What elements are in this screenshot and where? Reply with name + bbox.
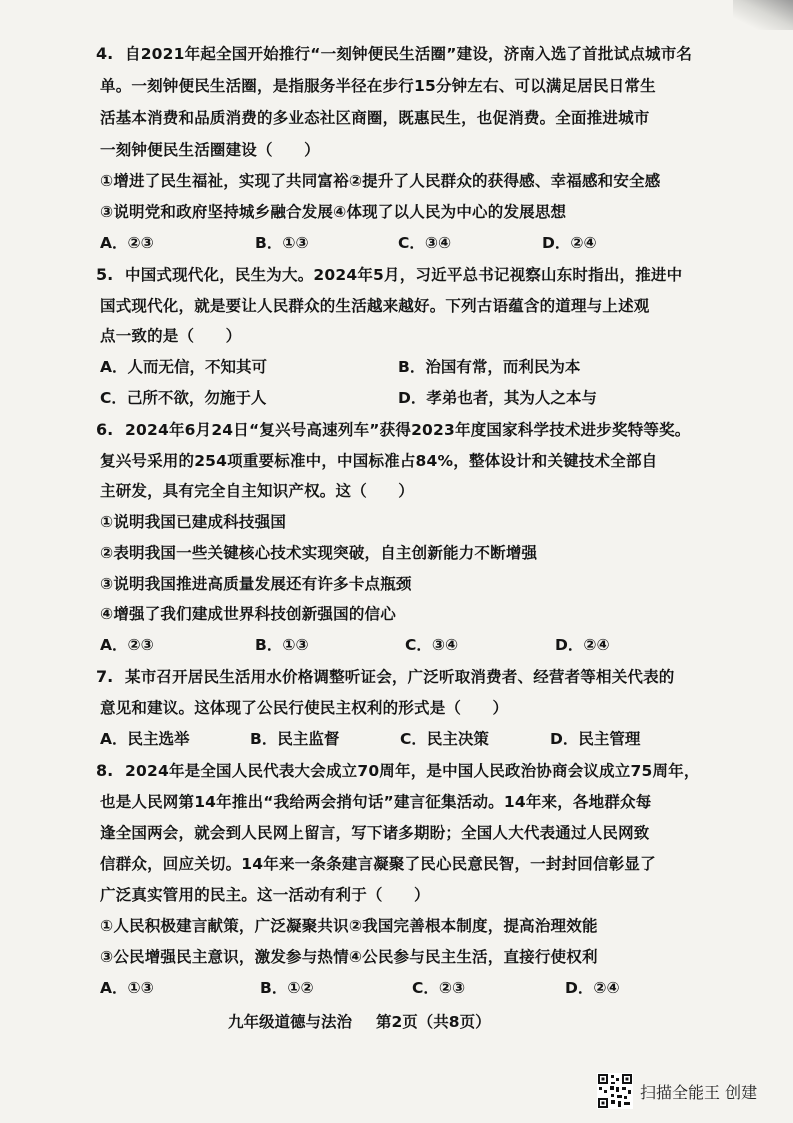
question-text-line: 2024年6月24日“复兴号高速列车”获得2023年度国家科学技术进步奖特等奖。: [125, 421, 691, 439]
option-c: C．③④: [405, 636, 459, 654]
scanner-watermark: 扫描全能王 创建: [640, 1083, 758, 1102]
option-d: D．民主管理: [550, 730, 641, 748]
statement-line: ③公民增强民主意识，激发参与热情④公民参与民主生活，直接行使权利: [100, 948, 598, 966]
question-number: 8.: [96, 761, 114, 780]
question-number: 4.: [96, 44, 114, 63]
question-text-line: 广泛真实管用的民主。这一活动有利于（ ）: [100, 886, 430, 904]
option-c: C．③④: [398, 234, 452, 252]
scan-corner-shadow: [733, 0, 793, 30]
question-text-line: 复兴号采用的254项重要标准中，中国标准占84%，整体设计和关键技术全部自: [100, 452, 658, 470]
option-d: D．②④: [555, 636, 610, 654]
statement-line: ③说明党和政府坚持城乡融合发展④体现了以人民为中心的发展思想: [100, 203, 567, 221]
question-text-line: 某市召开居民生活用水价格调整听证会，广泛听取消费者、经营者等相关代表的: [125, 668, 675, 686]
option-a: A．民主选举: [100, 730, 190, 748]
question-text-line: 2024年是全国人民代表大会成立70周年，是中国人民政治协商会议成立75周年，: [125, 762, 700, 780]
question-text-line: 主研发，具有完全自主知识产权。这（ ）: [100, 482, 415, 500]
page-footer: [228, 1010, 515, 1032]
question-text-line: 中国式现代化，民生为大。2024年5月，习近平总书记视察山东时指出，推进中: [125, 266, 683, 284]
qr-code-icon: [597, 1073, 633, 1109]
question-text-line: 也是人民网第14年推出“我给两会捎句话”建言征集活动。14年来，各地群众每: [100, 793, 652, 811]
question-text-line: 自2021年起全国开始推行“一刻钟便民生活圈”建设，济南入选了首批试点城市名: [125, 45, 693, 63]
footer-page-number: 第2页（共8页）: [376, 1013, 491, 1031]
question-text-line: 一刻钟便民生活圈建设（ ）: [100, 141, 320, 159]
option-b: B．①③: [255, 234, 309, 252]
statement-line: ①增进了民生福祉，实现了共同富裕②提升了人民群众的获得感、幸福感和安全感: [100, 172, 661, 190]
option-c: C．民主决策: [400, 730, 489, 748]
statement-line: ④增强了我们建成世界科技创新强国的信心: [100, 605, 396, 623]
option-d: D．②④: [542, 234, 597, 252]
option-c: C．②③: [412, 979, 466, 997]
option-b: B．民主监督: [250, 730, 340, 748]
question-number: 5.: [96, 265, 114, 284]
option-a: A．②③: [100, 234, 154, 252]
question-number: 7.: [96, 667, 114, 686]
question-text-line: 单。一刻钟便民生活圈，是指服务半径在步行15分钟左右、可以满足居民日常生: [100, 77, 656, 95]
question-number: 6.: [96, 420, 114, 439]
question-text-line: 点一致的是（ ）: [100, 327, 242, 345]
question-text-line: 活基本消费和品质消费的多业态社区商圈，既惠民生，也促消费。全面推进城市: [100, 109, 650, 127]
statement-line: ①人民积极建言献策，广泛凝聚共识②我国完善根本制度，提高治理效能: [100, 917, 598, 935]
option-a: A．①③: [100, 979, 154, 997]
statement-line: ②表明我国一些关键核心技术实现突破，自主创新能力不断增强: [100, 544, 538, 562]
option-b: B．①③: [255, 636, 309, 654]
question-text-line: 国式现代化，就是要让人民群众的生活越来越好。下列古语蕴含的道理与上述观: [100, 297, 650, 315]
option-c: C．己所不欲，勿施于人: [100, 389, 267, 407]
question-text-line: 逢全国两会，就会到人民网上留言，写下诸多期盼；全国人大代表通过人民网致: [100, 824, 650, 842]
statement-line: ③说明我国推进高质量发展还有许多卡点瓶颈: [100, 575, 412, 593]
question-text-line: 信群众，回应关切。14年来一条条建言凝聚了民心民意民智，一封封回信彰显了: [100, 855, 656, 873]
option-a: A．人而无信，不知其可: [100, 358, 267, 376]
option-d: D．②④: [565, 979, 620, 997]
footer-subject: 九年级道德与法治: [228, 1013, 353, 1031]
option-a: A．②③: [100, 636, 154, 654]
statement-line: ①说明我国已建成科技强国: [100, 513, 287, 531]
option-b: B．①②: [260, 979, 314, 997]
option-b: B．治国有常，而利民为本: [398, 358, 581, 376]
question-text-line: 意见和建议。这体现了公民行使民主权利的形式是（ ）: [100, 699, 509, 717]
option-d: D．孝弟也者，其为人之本与: [398, 389, 597, 407]
